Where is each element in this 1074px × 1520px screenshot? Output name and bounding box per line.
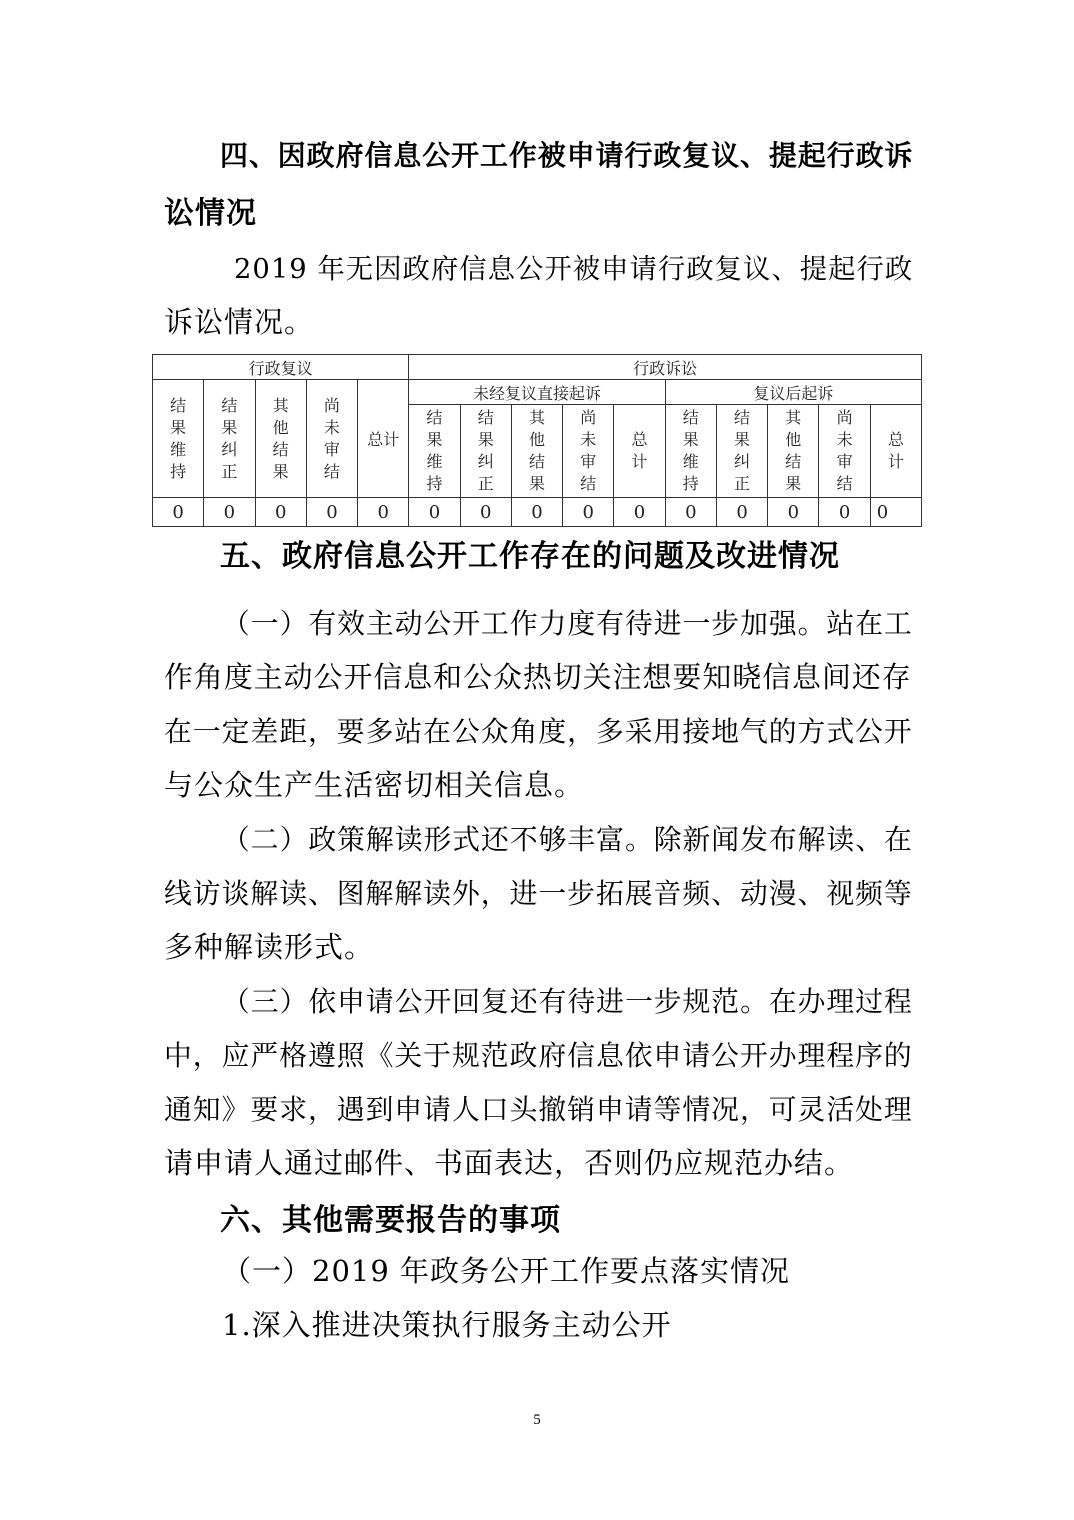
sub-direct-header: 未经复议直接起诉 (409, 380, 665, 405)
table-cell: 0 (511, 498, 562, 527)
table-cell: 0 (870, 498, 921, 527)
group-litigation-header: 行政诉讼 (409, 355, 922, 380)
s5-p3-line2: 中，应严格遵照《关于规范政府信息依申请公开办理程序的 (164, 1039, 913, 1072)
table-values-row (153, 498, 922, 527)
direct-col-pending: 尚未审结 (563, 405, 614, 498)
section4-heading-line1: 四、因政府信息公开工作被申请行政复议、提起行政诉 (220, 139, 914, 172)
s5-p3-line1: （三）依申请公开回复还有待进一步规范。在办理过程 (222, 985, 913, 1018)
table-cell: 0 (716, 498, 767, 527)
direct-col-corrected: 结果纠正 (460, 405, 511, 498)
s5-p3-line4: 请申请人通过邮件、书面表达，否则仍应规范办结。 (164, 1146, 855, 1180)
table-cell: 0 (819, 498, 870, 527)
review-col-upheld: 结果维持 (153, 380, 204, 498)
table-cell: 0 (460, 498, 511, 527)
section5-heading: 五、政府信息公开工作存在的问题及改进情况 (220, 539, 840, 574)
section4-heading-line2: 讼情况 (164, 196, 257, 231)
s5-p1-line4: 与公众生产生活密切相关信息。 (164, 768, 585, 802)
after-col-other: 其他结果 (768, 405, 819, 498)
page-number: 5 (533, 1412, 541, 1428)
s5-p2-line1: （二）政策解读形式还不够丰富。除新闻发布解读、在 (222, 823, 913, 856)
s5-p1-line1: （一）有效主动公开工作力度有待进一步加强。站在工 (222, 607, 913, 640)
after-col-upheld: 结果维持 (665, 405, 716, 498)
group-review-header: 行政复议 (153, 355, 409, 380)
table-cell: 0 (409, 498, 460, 527)
after-col-pending: 尚未审结 (819, 405, 870, 498)
table-cell: 0 (665, 498, 716, 527)
table-cell: 0 (358, 498, 409, 527)
section6-heading: 六、其他需要报告的事项 (220, 1203, 561, 1238)
after-col-total: 总计 (870, 405, 921, 498)
table-cell: 0 (153, 498, 204, 527)
s5-p1-line2: 作角度主动公开信息和公众热切关注想要知晓信息间还存 (164, 660, 912, 694)
table-cell: 0 (204, 498, 255, 527)
s5-p3-line3: 通知》要求，遇到申请人口头撤销申请等情况，可灵活处理 (164, 1093, 913, 1126)
review-col-other: 其他结果 (255, 380, 306, 498)
section4-body-line1: 2019 年无因政府信息公开被申请行政复议、提起行政 (234, 254, 914, 285)
table-cell: 0 (768, 498, 819, 527)
table-cell: 0 (255, 498, 306, 527)
s5-p2-line2: 线访谈解读、图解解读外，进一步拓展音频、动漫、视频等 (164, 877, 913, 910)
review-litigation-table (152, 354, 922, 527)
review-col-corrected: 结果纠正 (204, 380, 255, 498)
review-col-total: 总计 (358, 380, 409, 498)
review-col-pending: 尚未审结 (306, 380, 357, 498)
section6-sub1: （一）2019 年政务公开工作要点落实情况 (222, 1254, 791, 1288)
s5-p1-line3: 在一定差距，要多站在公众角度，多采用接地气的方式公开 (164, 715, 913, 748)
table-cell: 0 (306, 498, 357, 527)
s5-p2-line3: 多种解读形式。 (164, 930, 375, 964)
direct-col-upheld: 结果维持 (409, 405, 460, 498)
section6-item1: 1.深入推进决策执行服务主动公开 (222, 1308, 672, 1342)
sub-after-header: 复议后起诉 (665, 380, 921, 405)
after-col-corrected: 结果纠正 (716, 405, 767, 498)
direct-col-total: 总计 (614, 405, 665, 498)
table-cell: 0 (614, 498, 665, 527)
section4-body-line2: 诉讼情况。 (164, 305, 315, 339)
table-cell: 0 (563, 498, 614, 527)
direct-col-other: 其他结果 (511, 405, 562, 498)
